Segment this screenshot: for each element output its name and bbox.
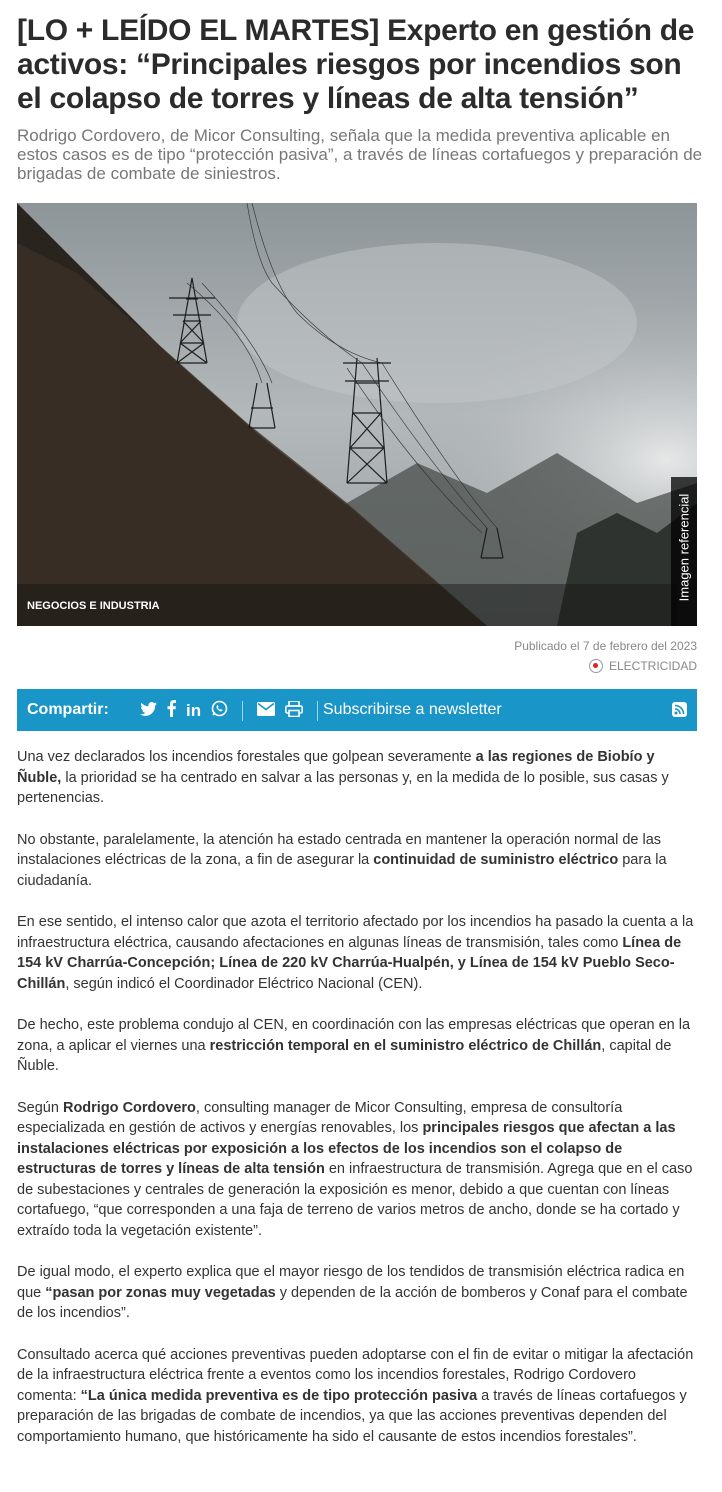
image-caption-bar [17, 584, 677, 626]
publish-date: Publicado el 7 de febrero del 2023 [514, 639, 697, 653]
divider [317, 701, 318, 721]
facebook-icon[interactable] [167, 700, 176, 722]
newsletter-link[interactable]: Subscribirse a newsletter [323, 701, 502, 718]
email-icon[interactable] [257, 701, 275, 721]
paragraph: En ese sentido, el intenso calor que azota el territorio afectado por los incendios ha pasado la cuenta a la infraestructura eléctrica, causando afectaciones en algunas líneas de transmisión, tales como Línea de 154 kV Charrúa-Concepción; Línea de 220 kV Charrúa-Hualpén, y Línea de 154 kV Pueblo Seco-Chillán, según indicó el Coordinador Eléctrico Nacional (CEN). [17, 914, 694, 992]
linkedin-icon[interactable]: in [186, 701, 202, 720]
power-lines-wildfire-photo [17, 203, 697, 626]
paragraph: Según Rodrigo Cordovero, consulting manager de Micor Consulting, empresa de consultoría especializada en gestión de activos y energías renovables, los principales riesgos que afectan a las instalaciones eléctricas por exposición a los efectos de los incendios son el colapso de estructuras de torres y líneas de alta tensión en infraestructura de transmisión. Agrega que en el caso de subestaciones y centrales de generación la exposición es menor, debido a que cuentan con líneas cortafuego, “que corresponden a una faja de terreno de varios metros de ancho, donde se ha cortado y extraído toda la vegetación existente”. [17, 1099, 693, 1239]
hero-image[interactable] [17, 203, 697, 626]
article-title: [LO + LEÍDO EL MARTES] Experto en gestión de activos: “Principales riesgos por incendios son el colapso de torres y líneas de alta tensión” [17, 14, 695, 115]
paragraph: No obstante, paralelamente, la atención ha estado centrada en mantener la operación normal de las instalaciones eléctricas de la zona, a fin de asegurar la continuidad de suministro eléctrico para la ciudadanía. [17, 831, 667, 889]
print-icon[interactable] [285, 701, 303, 722]
twitter-icon[interactable] [140, 701, 157, 721]
paragraph: Consultado acerca qué acciones preventivas pueden adoptarse con el fin de evitar o mitigar la afectación de la infraestructura eléctrica frente a eventos como los incendios forestales, Rodrigo Cordovero comenta: “La única medida preventiva es de tipo protección pasiva a través de líneas cortafuegos y preparación de las brigadas de combate de incendios, ya que las acciones preventivas dependen del comportamiento humano, que históricamente ha sido el causante de estos incendios forestales”. [17, 1346, 694, 1445]
share-bar [17, 689, 697, 731]
article-subtitle: Rodrigo Cordovero, de Micor Consulting, señala que la medida preventiva aplicable en estos casos es de tipo “protección pasiva”, a través de líneas cortafuegos y preparación de brigadas de combate de siniestros. [17, 126, 703, 183]
paragraph: Una vez declarados los incendios forestales que golpean severamente a las regiones de Biobío y Ñuble, la prioridad se ha centrado en salvar a las personas y, en la medida de lo posible, sus casas y pertenencias. [17, 749, 669, 806]
reference-badge-text: Imagen referencial [676, 493, 692, 602]
whatsapp-icon[interactable] [211, 700, 228, 722]
section-label[interactable]: NEGOCIOS E INDUSTRIA [27, 600, 160, 612]
category-label: ELECTRICIDAD [608, 659, 697, 673]
divider [242, 701, 243, 721]
category-tag[interactable] [589, 659, 697, 673]
category-icon [589, 659, 603, 673]
article-body [17, 747, 697, 1468]
rss-icon[interactable] [672, 702, 687, 717]
share-label: Compartir: [27, 701, 109, 718]
share-icons [140, 700, 322, 722]
reference-badge [671, 477, 697, 626]
paragraph: De hecho, este problema condujo al CEN, en coordinación con las empresas eléctricas que operan en la zona, a aplicar el viernes una restricción temporal en el suministro eléctrico de Chillán, capital de Ñuble. [17, 1017, 691, 1074]
paragraph: De igual modo, el experto explica que el mayor riesgo de los tendidos de transmisión eléctrica radica en que “pasan por zonas muy vegetadas y dependen de la acción de bomberos y Conaf para el combate de los incendios”. [17, 1264, 688, 1321]
